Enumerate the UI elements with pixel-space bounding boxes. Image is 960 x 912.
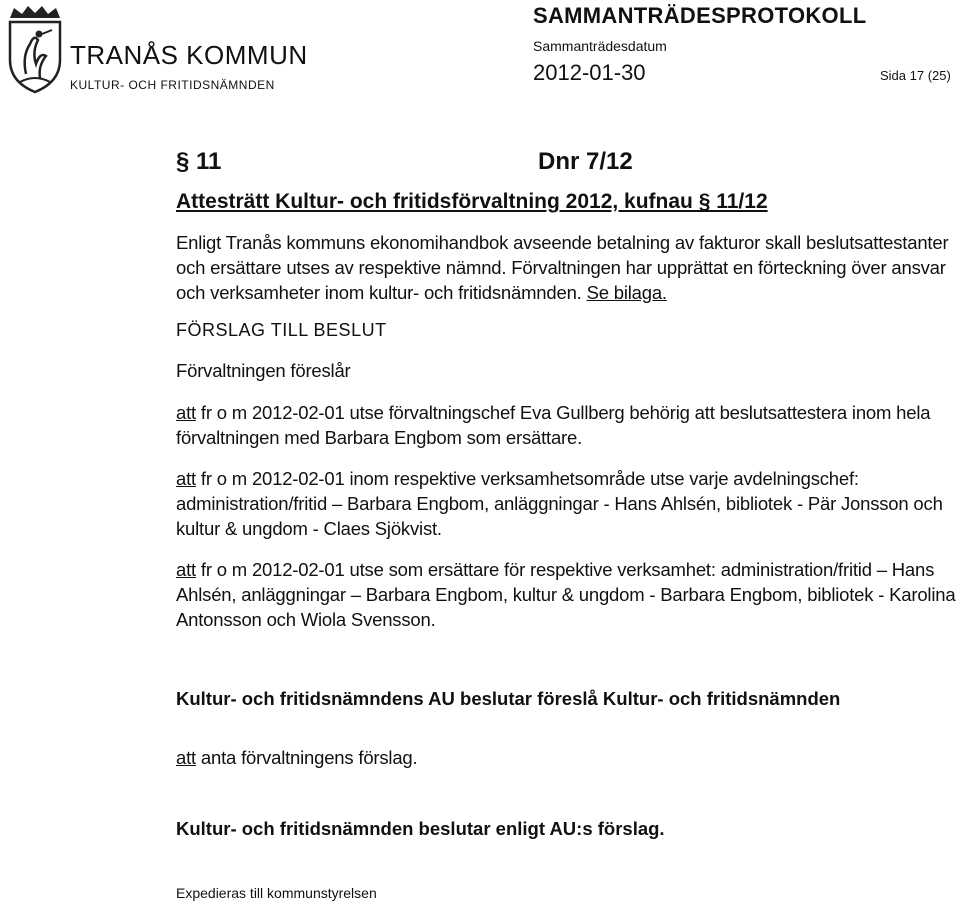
proposal-item [176, 557, 956, 632]
proposal-item-text: fr o m 2012-02-01 utse som ersättare för respektive verksamhet: administration/fritid – Hans Ahlsén, anläggningar – Barbara Engbom, kultur & ungdom - Barbara Engbom, bibliotek - Karolina Antonsson och Wiola Svensson. [176, 559, 956, 630]
page-number: Sida 17 (25) [880, 68, 951, 83]
proposal-item-text: fr o m 2012-02-01 utse förvaltningschef Eva Gullberg behörig att beslutsattestera inom hela förvaltningen med Barbara Engbom som ersättare. [176, 402, 931, 448]
att-keyword: att [176, 468, 196, 489]
distribution-note: Expedieras till kommunstyrelsen [176, 885, 377, 901]
intro-text: Enligt Tranås kommuns ekonomihandbok avseende betalning av fakturor skall beslutsattestanter och ersättare utses av respektive nämnd. Förvaltningen har upprättat en förteckning över ansvar och verksamheter inom kultur- och fritidsnämnden. [176, 232, 949, 303]
att-keyword: att [176, 559, 196, 580]
att-keyword: att [176, 402, 196, 423]
proposal-item [176, 400, 956, 450]
org-name: TRANÅS KOMMUN [70, 40, 308, 70]
att-keyword: att [176, 747, 196, 768]
org-department: KULTUR- OCH FRITIDSNÄMNDEN [70, 78, 275, 92]
document-title: SAMMANTRÄDESPROTOKOLL [533, 3, 867, 28]
au-decision-text: anta förvaltningens förslag. [200, 747, 418, 768]
case-number: Dnr 7/12 [538, 148, 633, 175]
meeting-date: 2012-01-30 [533, 60, 646, 85]
intro-paragraph [176, 230, 956, 305]
section-subject: Attesträtt Kultur- och fritidsförvaltning 2012, kufnau § 11/12 [176, 190, 768, 213]
attachment-link[interactable]: Se bilaga. [586, 282, 667, 303]
final-decision: Kultur- och fritidsnämnden beslutar enligt AU:s förslag. [176, 818, 665, 839]
proposal-item-text: fr o m 2012-02-01 inom respektive verksamhetsområde utse varje avdelningschef: administration/fritid – Barbara Engbom, anläggningar - Hans Ahlsén, bibliotek - Pär Jonsson och kultur & ungdom - Claes Sjökvist. [176, 468, 943, 539]
proposal-item [176, 466, 956, 541]
proposal-heading: FÖRSLAG TILL BESLUT [176, 320, 387, 340]
meeting-date-label: Sammanträdesdatum [533, 38, 667, 54]
municipality-crest-logo [4, 4, 66, 94]
au-decision-heading: Kultur- och fritidsnämndens AU beslutar föreslå Kultur- och fritidsnämnden [176, 688, 841, 709]
proposal-lead: Förvaltningen föreslår [176, 360, 351, 381]
au-decision [176, 745, 417, 770]
section-number: § 11 [176, 148, 222, 175]
